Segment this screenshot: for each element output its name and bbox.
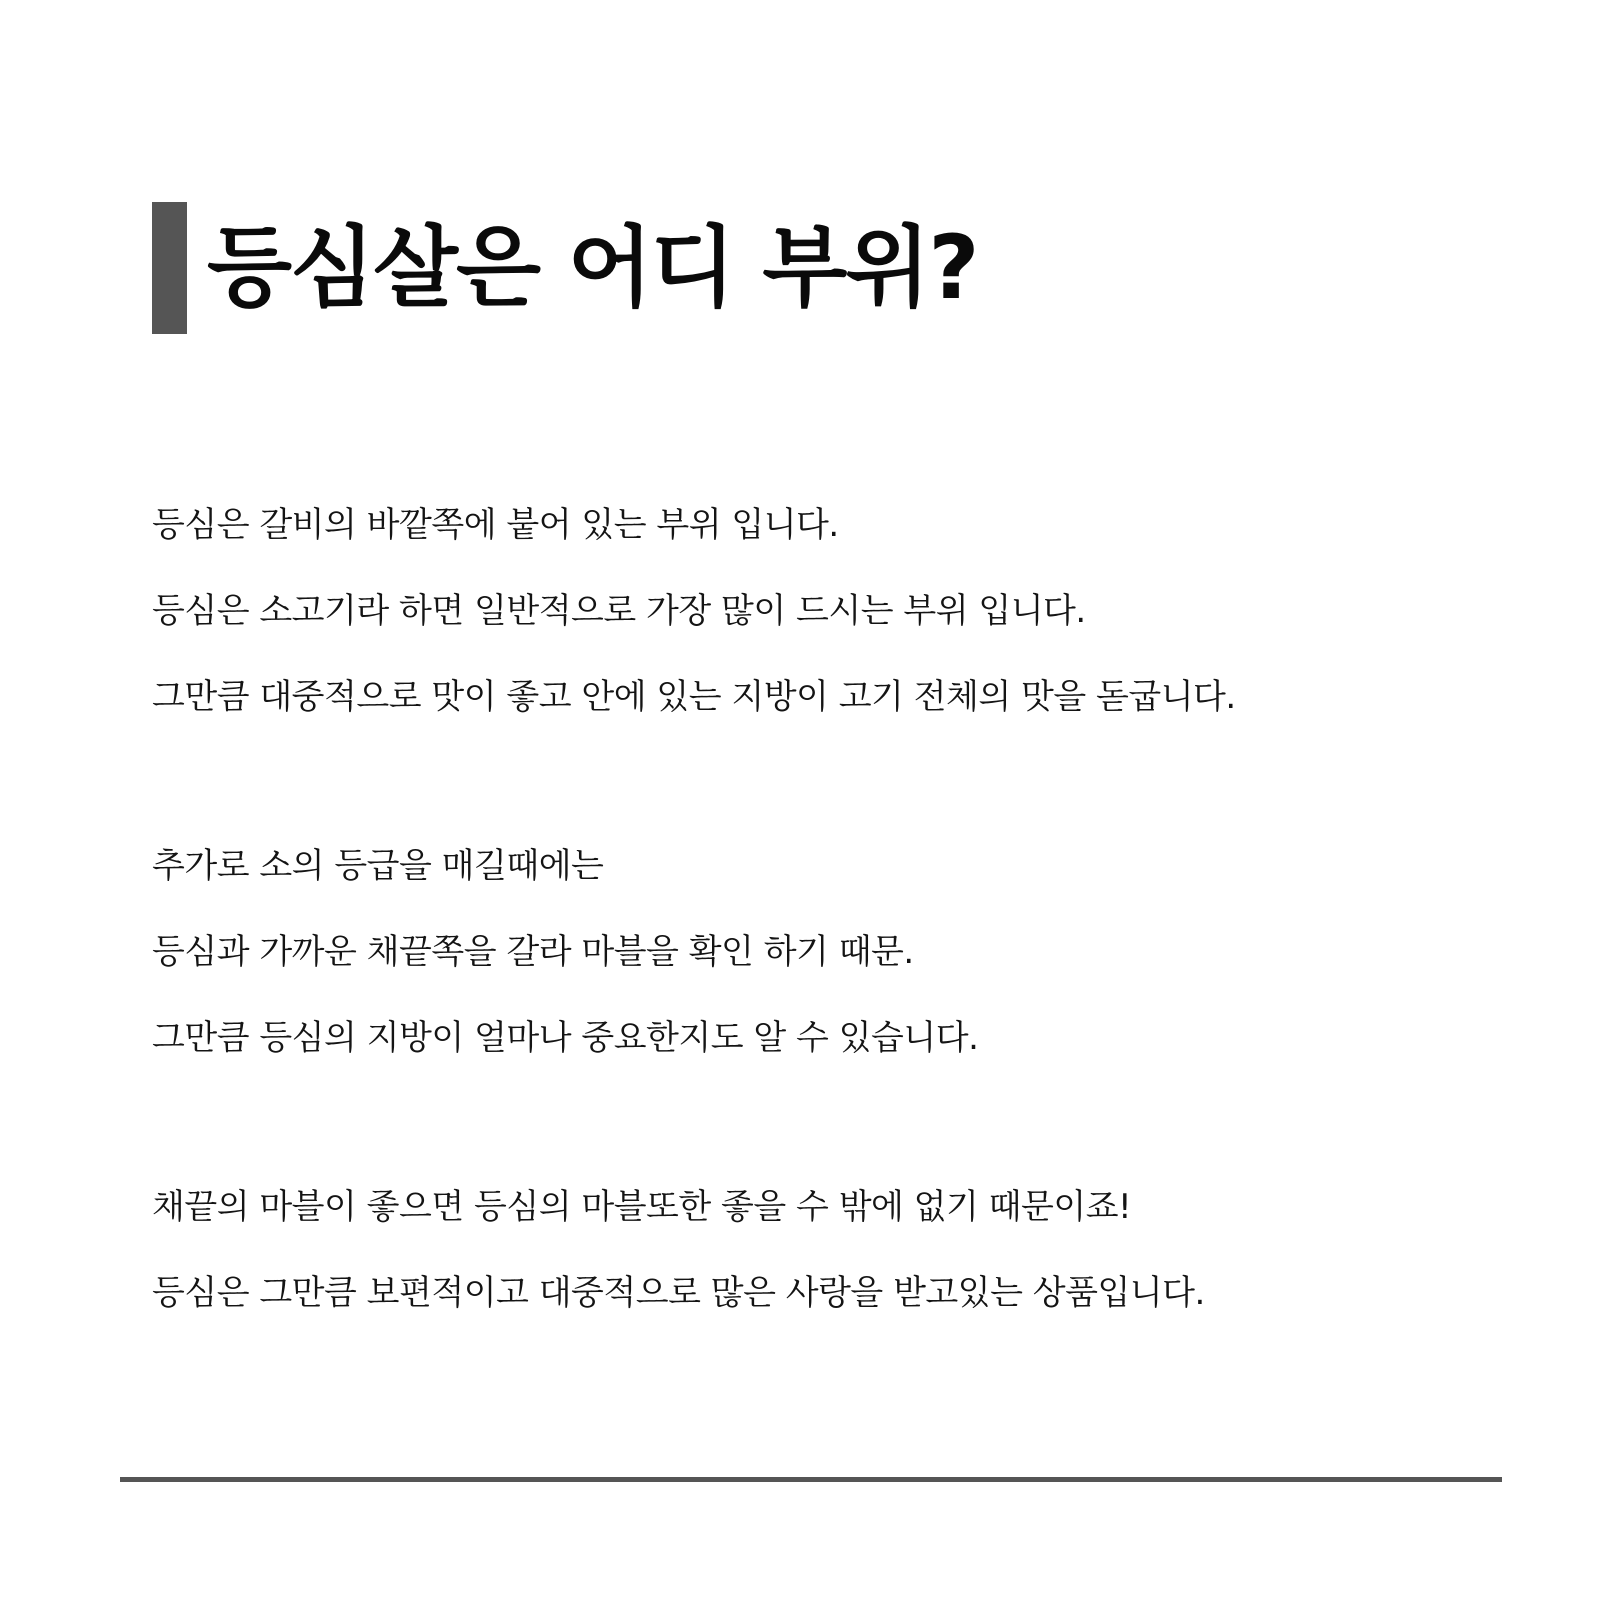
text-line: 그만큼 등심의 지방이 얼마나 중요한지도 알 수 있습니다. (152, 1018, 979, 1058)
title-accent-bar (152, 202, 187, 334)
text-line: 등심은 소고기라 하면 일반적으로 가장 많이 드시는 부위 입니다. (152, 591, 1086, 631)
text-line: 등심과 가까운 채끝쪽을 갈라 마블을 확인 하기 때문. (152, 932, 914, 972)
paragraph-1 (152, 482, 1482, 740)
title-block (152, 202, 977, 334)
page-title: 등심살은 어디 부위? (207, 216, 978, 319)
body-text (152, 482, 1482, 1419)
text-line: 채끝의 마블이 좋으면 등심의 마블또한 좋을 수 밖에 없기 때문이죠! (152, 1187, 1132, 1227)
bottom-divider (120, 1477, 1502, 1482)
text-line: 등심은 그만큼 보편적이고 대중적으로 많은 사랑을 받고있는 상품입니다. (152, 1273, 1205, 1313)
text-line: 등심은 갈비의 바깥쪽에 붙어 있는 부위 입니다. (152, 505, 839, 545)
text-line: 추가로 소의 등급을 매길때에는 (152, 846, 604, 886)
paragraph-3 (152, 1164, 1482, 1336)
paragraph-2 (152, 823, 1482, 1081)
text-line: 그만큼 대중적으로 맛이 좋고 안에 있는 지방이 고기 전체의 맛을 돋굽니다. (152, 677, 1236, 717)
